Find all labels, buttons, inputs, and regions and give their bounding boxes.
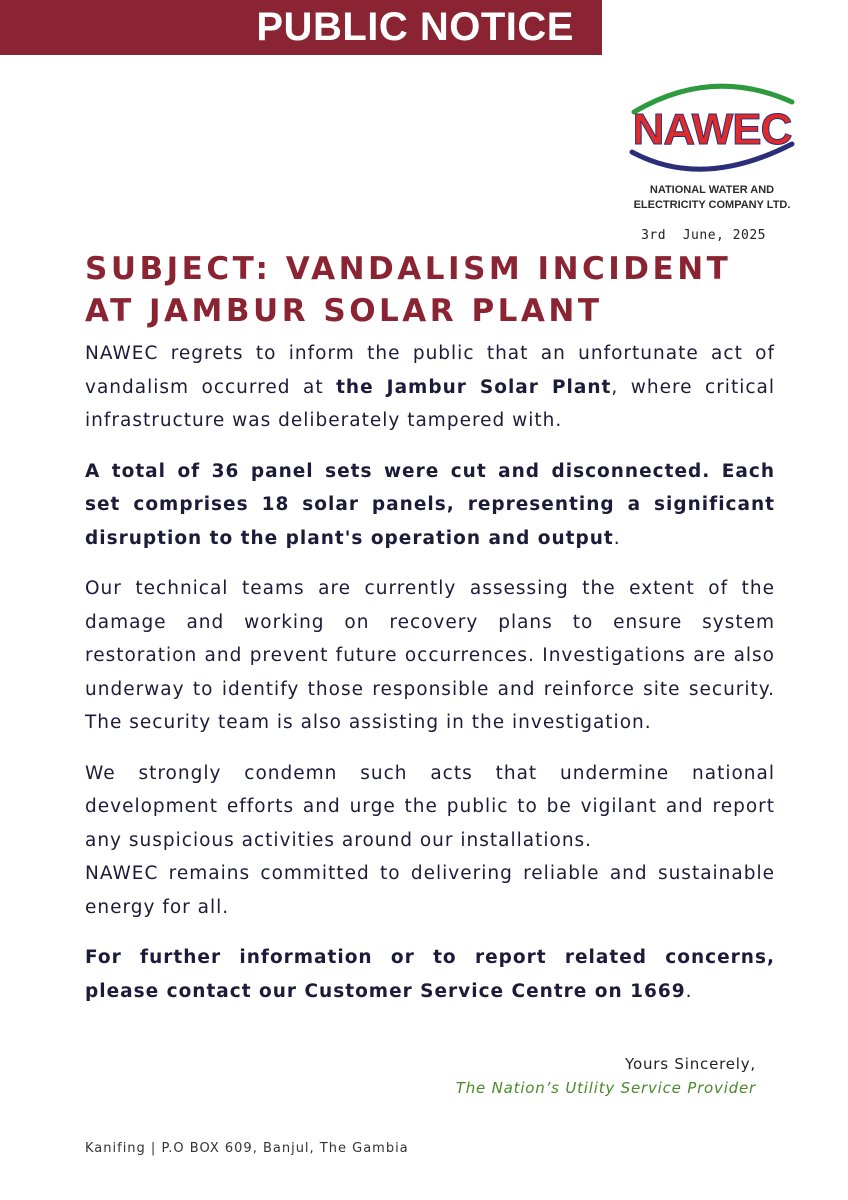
paragraph-condemn xyxy=(85,757,775,925)
paragraph-response: Our technical teams are currently assessing the extent of the damage and working on recovery plans to ensure system restoration and prevent future occurrences. Investigations are also underway to identify those responsible and reinforce site security. The security team is also assisting in the investigation. xyxy=(85,578,775,733)
footer-address: Kanifing | P.O BOX 609, Banjul, The Gambia xyxy=(85,1141,409,1156)
logo-line2: ELECTRICITY COMPANY LTD. xyxy=(633,199,791,211)
p5-bold-text: For further information or to report related concerns, please contact our Customer Service Centre on 1669 xyxy=(85,947,775,1002)
notice-date: 3rd June, 2025 xyxy=(641,228,766,243)
notice-body xyxy=(85,337,775,1025)
p1-plant-name: the Jambur Solar Plant xyxy=(336,376,612,398)
signoff-tagline: The Nation’s Utility Service Provider xyxy=(455,1079,756,1097)
p2-bold-text: A total of 36 panel sets were cut and disconnected. Each set comprises 18 solar panels, representing a significant disruption to the plant's operation and output xyxy=(85,460,775,549)
public-notice-banner: PUBLIC NOTICE xyxy=(0,0,602,55)
signoff-block xyxy=(456,1052,756,1100)
paragraph-incident xyxy=(85,337,775,438)
p4-text-b: NAWEC remains committed to delivering reliable and sustainable energy for all. xyxy=(85,863,775,918)
logo-brand-text: NAWEC xyxy=(632,105,792,154)
p4-text-a: We strongly condemn such acts that undermine national development efforts and urge the public to be vigilant and report any suspicious activities around our installations. xyxy=(85,762,775,851)
paragraph-damage xyxy=(85,455,775,556)
p1-text-a: NAWEC regrets to inform the public that an unfortunate act of vandalism occurred at xyxy=(85,343,775,398)
paragraph-contact xyxy=(85,941,775,1008)
nawec-logo xyxy=(622,72,802,212)
signoff-closing: Yours Sincerely, xyxy=(625,1055,756,1073)
logo-line1: NATIONAL WATER AND xyxy=(649,184,775,196)
subject-heading: SUBJECT: VANDALISM INCIDENT AT JAMBUR SOLAR PLANT xyxy=(85,251,732,329)
p5-period: . xyxy=(685,980,693,1002)
p2-period: . xyxy=(613,527,621,549)
p1-text-c: , where critical infrastructure was deliberately tampered with. xyxy=(85,376,775,431)
